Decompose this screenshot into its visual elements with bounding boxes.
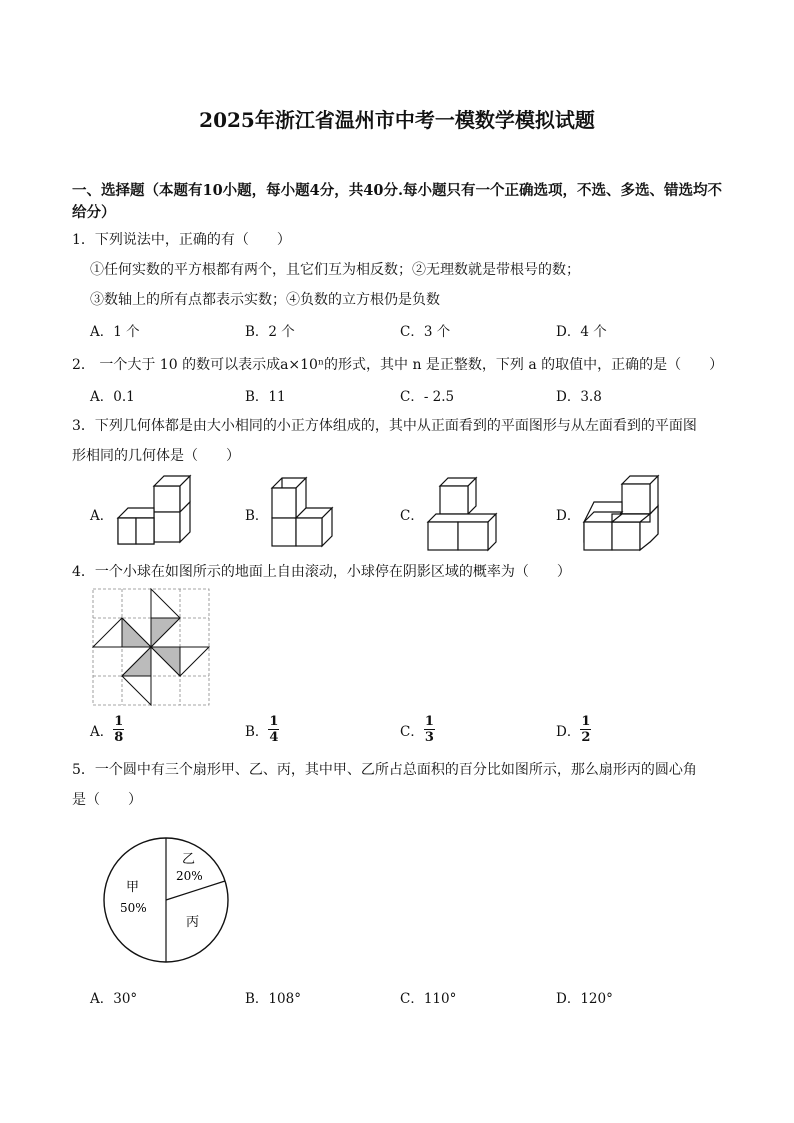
q1-option-a[interactable]: A．1 个 — [90, 324, 140, 340]
q5-option-a[interactable]: A．30° — [90, 991, 138, 1007]
q3-figure-a — [110, 470, 200, 552]
q5-option-d[interactable]: D．120° — [556, 991, 613, 1007]
q1-option-b[interactable]: B．2 个 — [245, 324, 295, 340]
q3-option-d-label[interactable]: D． — [556, 508, 581, 524]
q4-option-d[interactable] — [556, 714, 591, 745]
q3-option-a-label[interactable]: A． — [90, 508, 114, 524]
q4-option-b-numerator: 1 — [269, 714, 279, 729]
q4-option-c-numerator: 1 — [424, 714, 434, 729]
pie-label-yi-pct: 20% — [176, 869, 203, 883]
q4-option-a-label: A． — [90, 723, 114, 740]
q2-option-a[interactable]: A．0.1 — [90, 389, 135, 405]
q3-option-c-label[interactable]: C． — [400, 508, 424, 524]
q1-statement-line1: ①任何实数的平方根都有两个，且它们互为相反数；②无理数就是带根号的数； — [90, 262, 580, 278]
q4-option-b-fraction — [268, 714, 279, 745]
q4-option-d-numerator: 1 — [581, 714, 591, 729]
q3-stem-line1: 3．下列几何体都是由大小相同的小正方体组成的，其中从正面看到的平面图形与从左面看到的平面图 — [72, 418, 697, 434]
q1-option-c[interactable]: C．3 个 — [400, 324, 451, 340]
q2-option-c[interactable]: C．- 2.5 — [400, 389, 455, 405]
q1-option-d[interactable]: D．4 个 — [556, 324, 607, 340]
q5-pie-chart — [100, 834, 232, 966]
pie-label-yi: 乙 — [182, 852, 196, 867]
q4-option-b[interactable] — [245, 714, 279, 745]
q4-option-a[interactable] — [90, 714, 124, 745]
q1-statement-line2: ③数轴上的所有点都表示实数；④负数的立方根仍是负数 — [90, 292, 440, 308]
q3-figure-b — [262, 470, 342, 552]
q2-stem: 2． 一个大于 10 的数可以表示成a×10ⁿ的形式，其中 n 是正整数，下列 a 的取值中，正确的是（ ） — [72, 357, 724, 373]
q4-option-c-denominator: 3 — [424, 730, 434, 745]
q5-stem-line2: 是（ ） — [72, 792, 142, 808]
q4-stem: 4．一个小球在如图所示的地面上自由滚动，小球停在阴影区域的概率为（ ） — [72, 564, 571, 580]
q4-option-d-fraction — [580, 714, 591, 745]
q4-option-d-denominator: 2 — [581, 730, 591, 745]
q3-stem-line2: 形相同的几何体是（ ） — [72, 448, 240, 464]
q5-option-b[interactable]: B．108° — [245, 991, 301, 1007]
q5-option-c[interactable]: C．110° — [400, 991, 457, 1007]
pie-label-jia-pct: 50% — [120, 901, 147, 915]
q4-option-a-numerator: 1 — [114, 714, 124, 729]
q4-option-c-fraction — [424, 714, 435, 745]
pie-label-bing: 丙 — [186, 915, 200, 930]
q4-option-b-label: B． — [245, 723, 269, 740]
q4-option-d-label: D． — [556, 723, 581, 740]
pie-label-jia: 甲 — [126, 880, 140, 895]
q2-option-b[interactable]: B．11 — [245, 389, 286, 405]
q3-option-b-label[interactable]: B． — [245, 508, 269, 524]
q4-option-c-label: C． — [400, 723, 424, 740]
q4-option-a-denominator: 8 — [114, 730, 124, 745]
q3-figure-d — [578, 470, 664, 554]
q1-stem: 1．下列说法中，正确的有（ ） — [72, 232, 291, 248]
q4-option-b-denominator: 4 — [269, 730, 279, 745]
q4-option-a-fraction — [113, 714, 124, 745]
q2-option-d[interactable]: D．3.8 — [556, 389, 602, 405]
q4-pinwheel-grid — [92, 588, 210, 706]
q4-option-c[interactable] — [400, 714, 435, 745]
section-heading: 一、选择题（本题有10小题，每小题4分，共40分.每小题只有一个正确选项，不选、多选、错选均不给分） — [72, 182, 722, 221]
q5-stem-line1: 5．一个圆中有三个扇形甲、乙、丙，其中甲、乙所占总面积的百分比如图所示，那么扇形丙的圆心角 — [72, 762, 697, 778]
q3-figure-c — [420, 470, 506, 554]
page-title: 2025年浙江省温州市中考一模数学模拟试题 — [199, 108, 595, 132]
